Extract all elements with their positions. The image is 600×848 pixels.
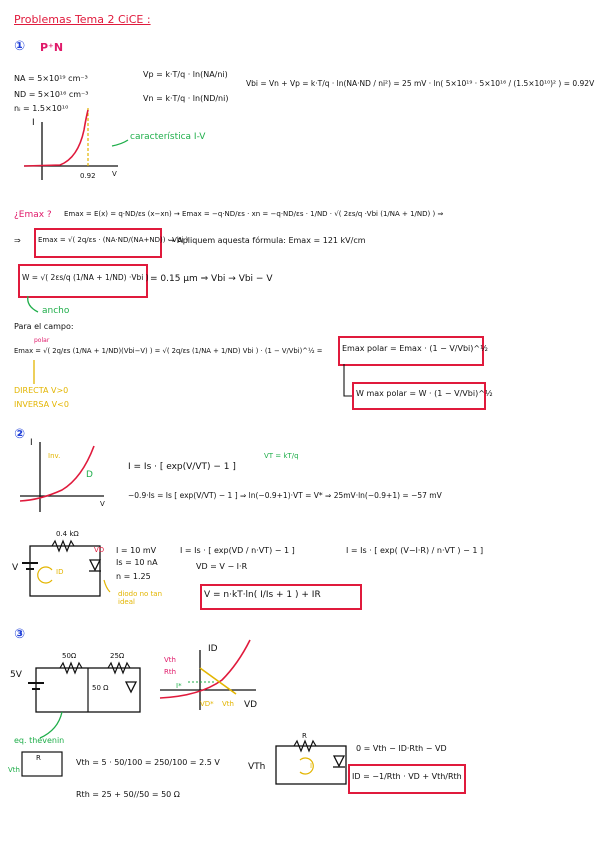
circuit-2-current-label: ID (56, 568, 64, 576)
param-i: I = 10 mV (116, 546, 157, 555)
inversa-label: INVERSA V<0 (14, 400, 69, 409)
eq-thevenin-label: eq. thevenin (14, 736, 65, 745)
vp-formula: Vp = k·T/q · ln(NA/ni) (143, 70, 228, 79)
non-ideal-note: diodo no tan ideal (118, 590, 163, 607)
diode-eq-2: −0.9·Is = Is [ exp(V/VT) − 1 ] ⇒ ln(−0.9+1)·VT = V* ⇒ 25mV·ln(−0.9+1) = −57 mV (128, 491, 442, 500)
diode-eq-1: I = Is · [ exp(V/VT) − 1 ] (128, 462, 236, 472)
graph-3-x-label: VD (244, 700, 258, 710)
id-result-formula: ID = −1/Rth · VD + Vth/Rth (352, 772, 462, 781)
emax-polar-formula: Emax polar = Emax · (1 − V/Vbi)^½ (342, 344, 488, 353)
emax-question: ¿Emax ? (14, 210, 52, 220)
polar-tag: polar (34, 337, 50, 344)
ancho-label: ancho (42, 306, 70, 316)
loop-i: I (310, 762, 313, 770)
diode-eq-5: I = Is · [ exp( (V−I·R) / n·VT ) − 1 ] (346, 546, 484, 555)
circuit-3-r1-label: 50Ω (62, 652, 77, 660)
problem-3-number: ③ (14, 627, 26, 642)
loop-vth: VTh (248, 762, 266, 772)
graph-2-d-label: D (86, 470, 93, 480)
vn-formula: Vn = k·T/q · ln(ND/ni) (143, 94, 229, 103)
emax-polar-derivation: Emax = √( 2q/εs (1/NA + 1/ND)(Vbi−V) ) = √( 2q/εs (1/NA + 1/ND) Vbi ) · (1 − V/Vbi)^½ = (14, 347, 323, 355)
diode-eq-3: I = Is · [ exp(VD / n·VT) − 1 ] (180, 546, 295, 555)
kvl-equation: 0 = Vth − ID·Rth − VD (356, 744, 447, 753)
loop-r: R (302, 732, 307, 740)
small-vth: Vth (8, 766, 20, 774)
nd-value: ND = 5×10¹⁶ cm⁻³ (14, 90, 89, 99)
circuit-2-vd-label: VD (94, 546, 105, 554)
graph-1-y-label: I (32, 118, 35, 128)
graph-3-vd-star: VD* (200, 700, 214, 708)
page-title: Problemas Tema 2 CiCE : (14, 13, 151, 26)
graph-3-rth-label: Rth (164, 668, 177, 676)
graph-1-x-label: V (112, 170, 117, 178)
circuit-2-source-label: V (12, 563, 19, 573)
wmax-polar-formula: W max polar = W · (1 − V/Vbi)^½ (356, 389, 493, 398)
graph-1-tick: 0.92 (80, 172, 96, 180)
diode-eq-4: VD = V − I·R (196, 562, 248, 571)
w-value: = 0.15 μm ⇒ Vbi → Vbi − V (150, 274, 273, 284)
rth-calc: Rth = 25 + 50//50 = 50 Ω (76, 790, 180, 799)
emax-arrow-prefix: ⇒ (14, 236, 21, 245)
emax-derivation: Emax = E(x) = q·ND/εs (x−xn) → Emax = −q·ND/εs · xn = −q·ND/εs · 1/ND · √( 2εs/q ·Vbi (1/NA + 1/ND) ) ⇒ (64, 210, 444, 218)
emax-formula: Emax = √( 2q/εs · (NA·ND/(NA+ND)) · Vbi ) (38, 236, 189, 244)
problem-1-heading: P⁺N (40, 41, 64, 54)
graph-2-x-label: V (100, 500, 105, 508)
circuit-3-source-label: 5V (10, 670, 22, 680)
param-n: n = 1.25 (116, 572, 151, 581)
graph-3-y-label: ID (208, 644, 218, 654)
na-value: NA = 5×10¹⁹ cm⁻³ (14, 74, 88, 83)
vt-note: VT = kT/q (264, 452, 299, 460)
graph-2-y-label: I (30, 438, 33, 448)
graph-2-inv-label: Inv. (48, 452, 61, 460)
problem-1-number: ① (14, 39, 26, 54)
problem-2-number: ② (14, 427, 26, 442)
v-result-formula: V = n·kT·ln( I/Is + 1 ) + IR (204, 590, 321, 600)
w-formula: W = √( 2εs/q (1/NA + 1/ND) ·Vbi ) (22, 273, 149, 282)
small-r: R (36, 754, 41, 762)
directa-label: DIRECTA V>0 (14, 386, 69, 395)
graph-3-vth-x: Vth (222, 700, 234, 708)
ni-value: nᵢ = 1.5×10¹⁰ (14, 104, 69, 113)
param-is: Is = 10 nA (116, 558, 158, 567)
graph-3-i-label: I* (176, 682, 182, 690)
para-el-campo: Para el campo: (14, 322, 74, 331)
circuit-3-r3-label: 50 Ω (92, 684, 109, 692)
graph-3-vth-label: Vth (164, 656, 176, 664)
curve-label: característica I-V (130, 132, 206, 142)
vth-calc: Vth = 5 · 50/100 = 250/100 = 2.5 V (76, 758, 220, 767)
circuit-3-r2-label: 25Ω (110, 652, 125, 660)
circuit-2-resistor-label: 0.4 kΩ (56, 530, 79, 538)
apply-formula-note: ⇝ Apliquem aquesta fórmula: Emax = 121 kV/cm (168, 236, 366, 245)
vbi-formula: Vbi = Vn + Vp = k·T/q · ln(NA·ND / ni²) = 25 mV · ln( 5×10¹⁹ · 5×10¹⁶ / (1.5×10¹⁰)² ) = 0.92V (246, 79, 595, 88)
